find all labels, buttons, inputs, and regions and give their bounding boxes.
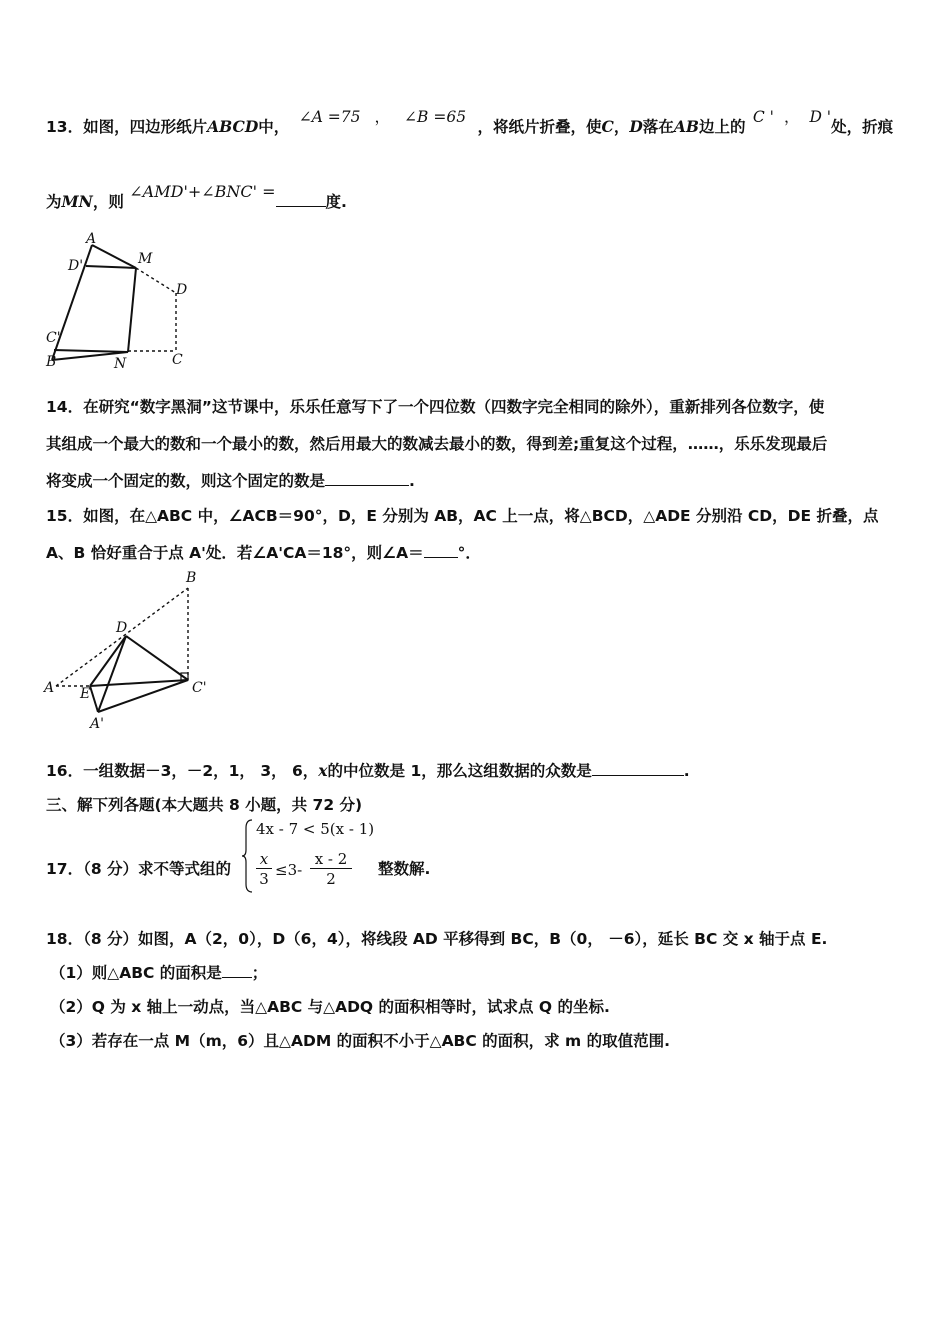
q13-figure <box>40 228 200 373</box>
q17-prefix: 17．（8 分）求不等式组的 <box>46 860 232 878</box>
label-c: C <box>172 352 183 368</box>
q16-x: x <box>318 761 328 780</box>
q13-abcd: ABCD <box>207 117 259 136</box>
q15-line1: 15．如图，在△ABC 中，∠ACB＝90°，D，E 分别为 AB，AC 上一点，将△BCD，△ADE 分别沿 CD，DE 折叠，点 <box>46 507 879 525</box>
q15-line2 <box>46 541 481 563</box>
q16-line <box>46 759 690 781</box>
q15-figure <box>40 568 220 733</box>
q18-part2: （2）Q 为 x 轴上一动点，当△ABC 与△ADQ 的面积相等时，试求点 Q 的坐标. <box>50 998 610 1016</box>
q13-comma: ， <box>613 118 630 136</box>
label-d: D <box>116 620 128 636</box>
side-cpn <box>54 350 128 352</box>
segment-de <box>90 636 126 686</box>
q13-c: C <box>601 117 614 136</box>
q13-d: D <box>629 117 643 136</box>
q17-frac-num: x - 2 <box>314 850 348 868</box>
q13-expression: ∠AMD'+∠BNC' = <box>129 182 276 201</box>
q14-end: . <box>409 472 415 490</box>
q14-line3-text: 将变成一个固定的数，则这个固定的数是 <box>46 472 326 490</box>
label-b: B <box>186 570 197 586</box>
label-cprime: C' <box>46 330 61 346</box>
q18-part3: （3）若存在一点 M（m，6）且△ADM 的面积不小于△ABC 的面积，求 m 的取值范围. <box>50 1032 670 1050</box>
label-e: E <box>80 686 91 702</box>
q17-le: ≤3- <box>275 861 303 879</box>
q14-answer-blank[interactable] <box>325 471 409 486</box>
segment-dc <box>126 636 188 680</box>
q13-dprime: D ' <box>809 108 832 126</box>
q18-line1: 18．（8 分）如图，A（2，0），D（6，4），将线段 AD 平移得到 BC，B（0， －6），延长 BC 交 x 轴于点 E. <box>46 930 828 948</box>
label-m: M <box>138 251 153 267</box>
q16-text: 16．一组数据－3，－2，1， 3， 6， <box>46 762 319 780</box>
label-d: D <box>176 282 188 298</box>
q18-answer-blank[interactable] <box>222 963 252 978</box>
label-aprime: A' <box>90 716 104 732</box>
label-n: N <box>114 356 127 372</box>
q18-p1-end: ； <box>251 964 268 982</box>
section-3-heading: 三、解下列各题(本大题共 8 小题，共 72 分) <box>46 796 363 814</box>
dashed-ab <box>56 588 188 686</box>
label-a: A <box>44 680 55 696</box>
dashed-md <box>136 268 176 293</box>
label-cprime: C' <box>192 680 207 696</box>
q13-mid: 中， <box>258 118 290 136</box>
q18-part1 <box>50 961 267 983</box>
q17-frac-x-den: 3 <box>256 868 272 889</box>
q17-frac-main <box>310 850 352 889</box>
q13-ab: AB <box>673 117 699 136</box>
q15-line2-text: A、B 恰好重合于点 A'处．若∠A'CA＝18°，则∠A＝ <box>46 544 424 562</box>
q13-part5: 处，折痕 <box>831 118 894 136</box>
q17-frac-x <box>256 850 272 889</box>
q13-prefix: 13．如图，四边形纸片 <box>46 118 208 136</box>
q17-frac-x-num: x <box>259 850 269 868</box>
q13-angle-b: ∠B =65 <box>404 108 467 126</box>
q17-frac-den: 2 <box>310 868 352 889</box>
side-am <box>92 245 136 268</box>
q13-mn: MN <box>61 192 93 211</box>
side-dpm <box>86 266 136 268</box>
q15-answer-blank[interactable] <box>424 543 458 558</box>
label-a: A <box>86 231 97 247</box>
q16-end: . <box>683 762 690 780</box>
q13-part2: ，将纸片折叠，使 <box>477 118 602 136</box>
fold-mn <box>128 268 136 352</box>
q17-brace <box>242 818 254 894</box>
label-dprime: D' <box>68 258 84 274</box>
segment-eap <box>90 686 98 712</box>
q14-line1: 14．在研究“数字黑洞”这节课中，乐乐任意写下了一个四位数（四数字完全相同的除外），重新排列各位数字，使 <box>46 398 825 416</box>
q16-text2: 的中位数是 1，那么这组数据的众数是 <box>327 762 592 780</box>
q17-suffix: 整数解. <box>378 860 431 878</box>
q13-line2a: 为 <box>46 193 62 211</box>
segment-dap <box>98 636 126 712</box>
q13-line2 <box>46 182 347 212</box>
q13-line2c: 度. <box>325 193 347 211</box>
q18-p1-text: （1）则△ABC 的面积是 <box>50 964 222 982</box>
q15-end: °． <box>457 544 481 562</box>
q13-part3: 落在 <box>642 118 674 136</box>
q13-cprime: C ' <box>752 108 774 126</box>
q14-line2: 其组成一个最大的数和一个最小的数，然后用最大的数减去最小的数，得到差;重复这个过程，……，乐乐发现最后 <box>46 435 828 453</box>
q13-angle-a: ∠A =75 <box>298 108 361 126</box>
q13-sep1: ， <box>374 108 391 126</box>
q16-answer-blank[interactable] <box>592 761 684 776</box>
q13-answer-blank[interactable] <box>276 192 326 207</box>
q13-line1 <box>46 108 894 137</box>
q13-sep2: ， <box>783 108 800 126</box>
q13-part4: 边上的 <box>698 118 746 136</box>
q14-line3 <box>46 469 415 491</box>
q17-ineq1: 4x - 7 < 5(x - 1) <box>256 820 375 838</box>
q13-line2b: ，则 <box>92 193 124 211</box>
label-b: B <box>46 354 57 370</box>
